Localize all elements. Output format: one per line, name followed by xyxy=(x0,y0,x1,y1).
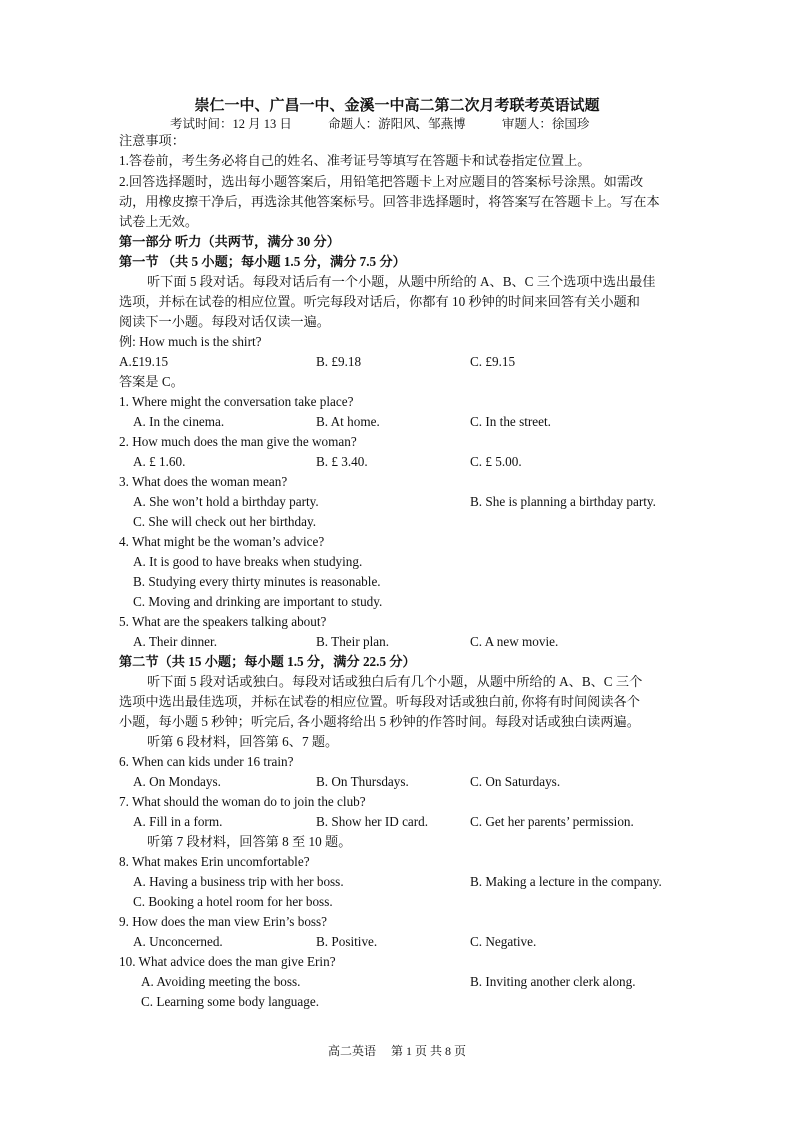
exam-reviewer: 审题人：徐国珍 xyxy=(501,117,590,131)
exam-time: 考试时间：12 月 13 日 xyxy=(170,117,292,131)
question-5-option-a: A. Their dinner. xyxy=(133,634,217,649)
question-4-option-b: B. Studying every thirty minutes is reasonable. xyxy=(133,574,381,589)
section2-intro-line-2: 选项中选出最佳选项，并标在试卷的相应位置。听每段对话或独白前, 你将有时间阅读各个 xyxy=(119,694,640,709)
question-2-option-b: B. £ 3.40. xyxy=(316,454,368,469)
material-6-note: 听第 6 段材料，回答第 6、7 题。 xyxy=(147,734,339,749)
example-question: 例: How much is the shirt? xyxy=(119,334,262,349)
question-1-option-a: A. In the cinema. xyxy=(133,414,225,429)
question-9-option-b: B. Positive. xyxy=(316,934,378,949)
notice-item-2-line-2: 动，用橡皮擦干净后，再选涂其他答案标号。回答非选择题时，将答案写在答题卡上。写在本 xyxy=(119,194,660,209)
section1-heading: 第一节 （共 5 小题；每小题 1.5 分，满分 7.5 分） xyxy=(119,254,406,269)
question-9-option-c: C. Negative. xyxy=(470,934,537,949)
question-8: 8. What makes Erin uncomfortable? xyxy=(119,854,310,869)
example-answer: 答案是 C。 xyxy=(119,374,184,389)
question-10-option-b: B. Inviting another clerk along. xyxy=(470,974,636,989)
question-4-option-a: A. It is good to have breaks when studying. xyxy=(133,554,363,569)
question-8-option-c: C. Booking a hotel room for her boss. xyxy=(133,894,333,909)
question-1-option-b: B. At home. xyxy=(316,414,380,429)
question-5: 5. What are the speakers talking about? xyxy=(119,614,327,629)
question-7-option-b: B. Show her ID card. xyxy=(316,814,429,829)
page-footer: 高二英语 第 1 页 共 8 页 xyxy=(327,1044,466,1058)
question-9: 9. How does the man view Erin’s boss? xyxy=(119,914,328,929)
exam-title: 崇仁一中、广昌一中、金溪一中高二第二次月考联考英语试题 xyxy=(194,98,600,114)
question-3-option-b: B. She is planning a birthday party. xyxy=(470,494,656,509)
section1-intro-line-2: 选项，并标在试卷的相应位置。听完每段对话后，你都有 10 秒钟的时间来回答有关小题和 xyxy=(119,294,640,309)
notice-item-1: 1.答卷前，考生务必将自己的姓名、准考证号等填写在答题卡和试卷指定位置上。 xyxy=(119,153,591,168)
question-8-option-a: A. Having a business trip with her boss. xyxy=(133,874,344,889)
question-3: 3. What does the woman mean? xyxy=(119,474,288,489)
question-5-option-b: B. Their plan. xyxy=(316,634,390,649)
question-6-option-c: C. On Saturdays. xyxy=(470,774,561,789)
question-8-option-b: B. Making a lecture in the company. xyxy=(470,874,662,889)
question-2-option-c: C. £ 5.00. xyxy=(470,454,522,469)
question-4-option-c: C. Moving and drinking are important to study. xyxy=(133,594,383,609)
question-7-option-a: A. Fill in a form. xyxy=(133,814,223,829)
question-1: 1. Where might the conversation take place? xyxy=(119,394,354,409)
question-10-option-a: A. Avoiding meeting the boss. xyxy=(141,974,301,989)
notice-heading: 注意事项： xyxy=(119,133,185,148)
notice-item-2-line-1: 2.回答选择题时，选出每小题答案后，用铅笔把答题卡上对应题目的答案标号涂黑。如需改 xyxy=(119,174,644,189)
question-3-option-c: C. She will check out her birthday. xyxy=(133,514,316,529)
notice-item-2-line-3: 试卷上无效。 xyxy=(119,214,199,229)
question-7: 7. What should the woman do to join the club? xyxy=(119,794,366,809)
question-9-option-a: A. Unconcerned. xyxy=(133,934,223,949)
example-option-a: A.£19.15 xyxy=(119,354,169,369)
question-10: 10. What advice does the man give Erin? xyxy=(119,954,336,969)
question-3-option-a: A. She won’t hold a birthday party. xyxy=(133,494,319,509)
question-4: 4. What might be the woman’s advice? xyxy=(119,534,325,549)
section1-intro-line-1: 听下面 5 段对话。每段对话后有一个小题，从题中所给的 A、B、C 三个选项中选出最佳 xyxy=(147,274,656,289)
question-7-option-c: C. Get her parents’ permission. xyxy=(470,814,634,829)
exam-setter: 命题人：游阳风、邹燕博 xyxy=(328,117,466,131)
section2-intro-line-3: 小题，每小题 5 秒钟；听完后, 各小题将给出 5 秒钟的作答时间。每段对话或独白读两遍。 xyxy=(119,714,640,729)
question-6: 6. When can kids under 16 train? xyxy=(119,754,294,769)
section2-intro-line-1: 听下面 5 段对话或独白。每段对话或独白后有几个小题，从题中所给的 A、B、C 三个 xyxy=(147,674,643,689)
question-10-option-c: C. Learning some body language. xyxy=(141,994,319,1009)
exam-subtitle xyxy=(170,114,589,132)
section2-heading: 第二节（共 15 小题；每小题 1.5 分，满分 22.5 分） xyxy=(119,654,416,669)
section1-intro-line-3: 阅读下一小题。每段对话仅读一遍。 xyxy=(119,314,330,329)
question-5-option-c: C. A new movie. xyxy=(470,634,559,649)
question-6-option-b: B. On Thursdays. xyxy=(316,774,409,789)
part1-heading: 第一部分 听力（共两节，满分 30 分） xyxy=(119,234,340,249)
question-2-option-a: A. £ 1.60. xyxy=(133,454,186,469)
question-1-option-c: C. In the street. xyxy=(470,414,551,429)
example-option-c: C. £9.15 xyxy=(470,354,516,369)
example-option-b: B. £9.18 xyxy=(316,354,362,369)
question-2: 2. How much does the man give the woman? xyxy=(119,434,357,449)
question-6-option-a: A. On Mondays. xyxy=(133,774,221,789)
material-7-note: 听第 7 段材料，回答第 8 至 10 题。 xyxy=(147,834,352,849)
